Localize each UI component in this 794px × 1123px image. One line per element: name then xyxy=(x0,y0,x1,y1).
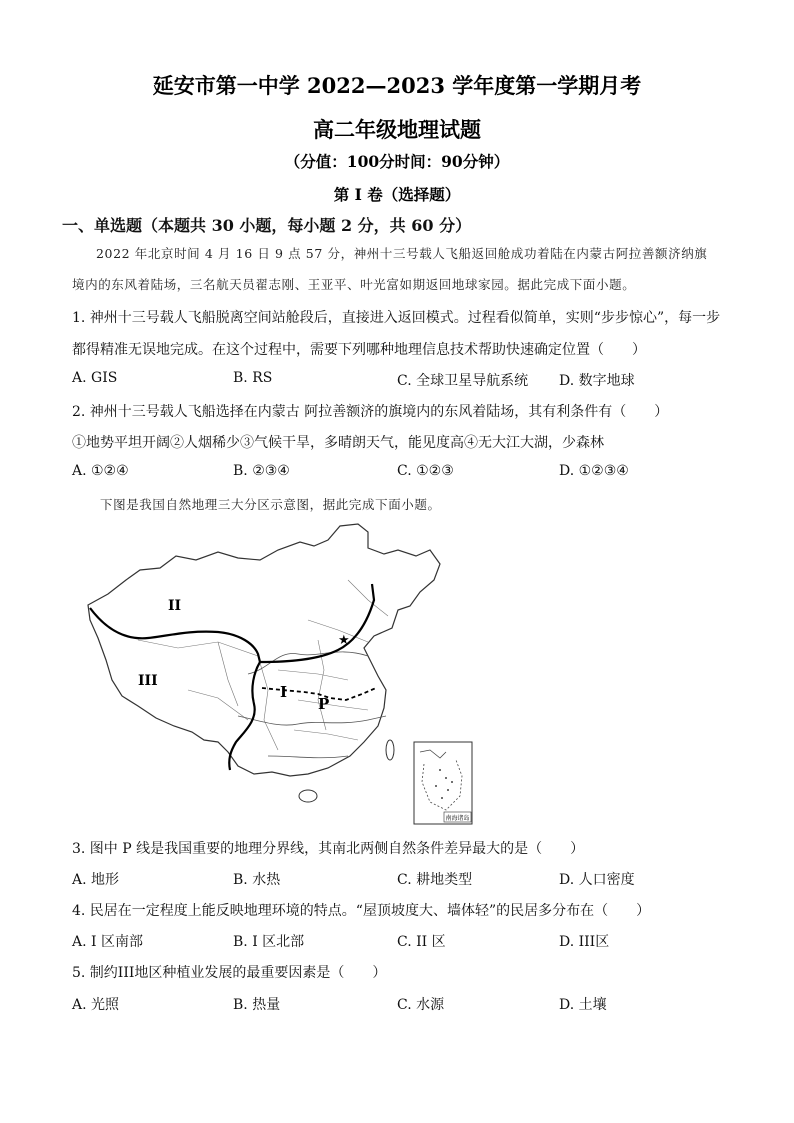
q5-option-d: D. 土壤 xyxy=(559,997,607,1013)
china-regions-map xyxy=(68,520,488,840)
question-1-line1: 1. 神州十三号载人飞船脱离空间站舱段后，直接进入返回模式。过程看似简单，实则“步步惊心”，每一步 xyxy=(72,310,721,326)
capital-star-icon: ★ xyxy=(338,633,350,648)
question-4-line1: 4. 民居在一定程度上能反映地理环境的特点。“屋顶坡度大、墙体轻”的民居多分布在（ ） xyxy=(72,903,651,919)
region-label-p: P xyxy=(318,695,330,713)
question-5-line1: 5. 制约III地区种植业发展的最重要因素是（ ） xyxy=(72,965,387,981)
region-label-ii: II xyxy=(168,598,182,614)
q2-option-b: B. ②③④ xyxy=(233,463,290,479)
question-2-line1: 2. 神州十三号载人飞船选择在内蒙古 阿拉善额济的旗境内的东风着陆场，其有利条件有（ ） xyxy=(72,404,669,420)
section-heading: 一、单选题（本题共 30 小题，每小题 2 分，共 60 分） xyxy=(62,216,472,235)
q3-option-c: C. 耕地类型 xyxy=(397,872,473,888)
q4-option-b: B. I 区北部 xyxy=(233,934,305,950)
inset-label: 南海诸岛 xyxy=(445,815,470,822)
q2-option-a: A. ①②④ xyxy=(72,463,129,479)
exam-title: 高二年级地理试题 xyxy=(313,117,481,142)
q3-option-a: A. 地形 xyxy=(72,872,120,888)
q4-option-c: C. II 区 xyxy=(397,934,446,950)
passage1-line2: 境内的东风着陆场，三名航天员翟志刚、王亚平、叶光富如期返回地球家园。据此完成下面小题。 xyxy=(72,277,636,292)
q2-option-c: C. ①②③ xyxy=(397,463,454,479)
q5-option-c: C. 水源 xyxy=(397,997,445,1013)
q5-option-a: A. 光照 xyxy=(72,997,120,1013)
q4-option-d: D. III区 xyxy=(559,934,610,950)
taiwan-island xyxy=(386,740,394,760)
score-time: （分值：100分时间：90分钟） xyxy=(284,152,510,171)
q3-option-d: D. 人口密度 xyxy=(559,872,635,888)
question-1-line2: 都得精准无误地完成。在这个过程中，需要下列哪种地理信息技术帮助快速确定位置（ ） xyxy=(72,342,646,358)
question-2-line2: ①地势平坦开阔②人烟稀少③气候干旱，多晴朗天气，能见度高④无大江大湖，少森林 xyxy=(72,435,604,451)
region-label-i: I xyxy=(280,683,288,701)
q1-option-a: A. GIS xyxy=(72,370,118,386)
region-label-iii: III xyxy=(138,673,158,689)
china-outline xyxy=(88,524,440,776)
q4-option-a: A. I 区南部 xyxy=(72,934,143,950)
school-title: 延安市第一中学 2022—2023 学年度第一学期月考 xyxy=(152,73,642,98)
q3-option-b: B. 水热 xyxy=(233,872,281,888)
volume-title: 第 I 卷（选择题） xyxy=(333,185,461,204)
q5-option-b: B. 热量 xyxy=(233,997,281,1013)
passage1-line1: 2022 年北京时间 4 月 16 日 9 点 57 分，神州十三号载人飞船返回舱成功着陆在内蒙古阿拉善额济纳旗 xyxy=(96,246,708,261)
q1-option-c: C. 全球卫星导航系统 xyxy=(397,373,529,389)
question-3-line1: 3. 图中 P 线是我国重要的地理分界线，其南北两侧自然条件差异最大的是（ ） xyxy=(72,841,585,857)
hainan-island xyxy=(299,790,317,802)
q1-option-b: B. RS xyxy=(233,370,273,386)
passage2-line1: 下图是我国自然地理三大分区示意图，据此完成下面小题。 xyxy=(100,497,441,512)
q1-option-d: D. 数字地球 xyxy=(559,373,635,389)
q2-option-d: D. ①②③④ xyxy=(559,463,629,479)
